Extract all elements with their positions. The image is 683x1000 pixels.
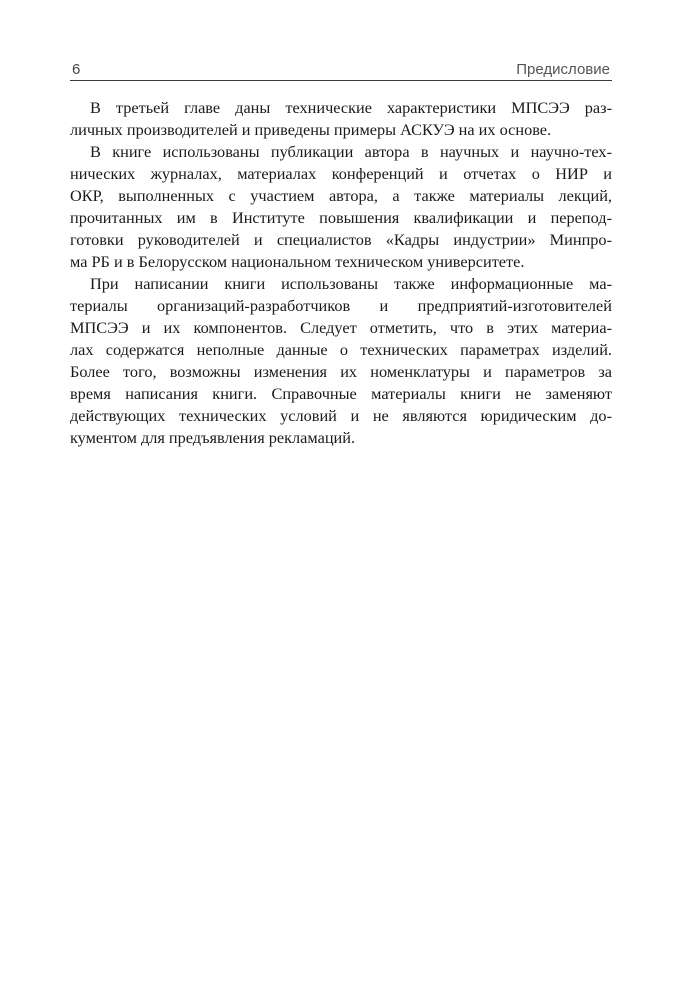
text-line: время написания книги. Справочные материалы книги не заменяют [70, 384, 612, 403]
text-line: действующих технических условий и не являются юридическим до- [70, 406, 612, 425]
text-line: В книге использованы публикации автора в научных и научно-тех- [90, 142, 612, 161]
text-line: Более того, возможны изменения их номенклатуры и параметров за [70, 362, 612, 381]
text-line: При написании книги использованы также информационные ма- [90, 274, 612, 293]
text-line: териалы организаций-разработчиков и предприятий-изготовителей [70, 296, 612, 315]
body-text [70, 97, 612, 449]
text-line: кументом для предъявления рекламаций. [70, 428, 356, 447]
paragraph-3 [70, 273, 612, 449]
text-line: лах содержатся неполные данные о технических параметрах изделий. [70, 340, 612, 359]
paragraph-1 [70, 97, 612, 141]
text-line: личных производителей и приведены примеры АСКУЭ на их основе. [70, 120, 552, 139]
section-title: Предисловие [516, 61, 610, 78]
text-line: ма РБ и в Белорусском национальном техническом университете. [70, 252, 525, 271]
text-line: МПСЭЭ и их компонентов. Следует отметить, что в этих материа- [70, 318, 612, 337]
running-header [70, 60, 612, 81]
paragraph-2 [70, 141, 612, 273]
text-line: прочитанных им в Институте повышения квалификации и перепод- [70, 208, 612, 227]
page-number: 6 [72, 61, 81, 78]
text-line: готовки руководителей и специалистов «Кадры индустрии» Минпро- [70, 230, 612, 249]
book-page [70, 0, 612, 1000]
text-line: ОКР, выполненных с участием автора, а также материалы лекций, [70, 186, 612, 205]
text-line: нических журналах, материалах конференций и отчетах о НИР и [70, 164, 612, 183]
text-line: В третьей главе даны технические характеристики МПСЭЭ раз- [90, 98, 612, 117]
